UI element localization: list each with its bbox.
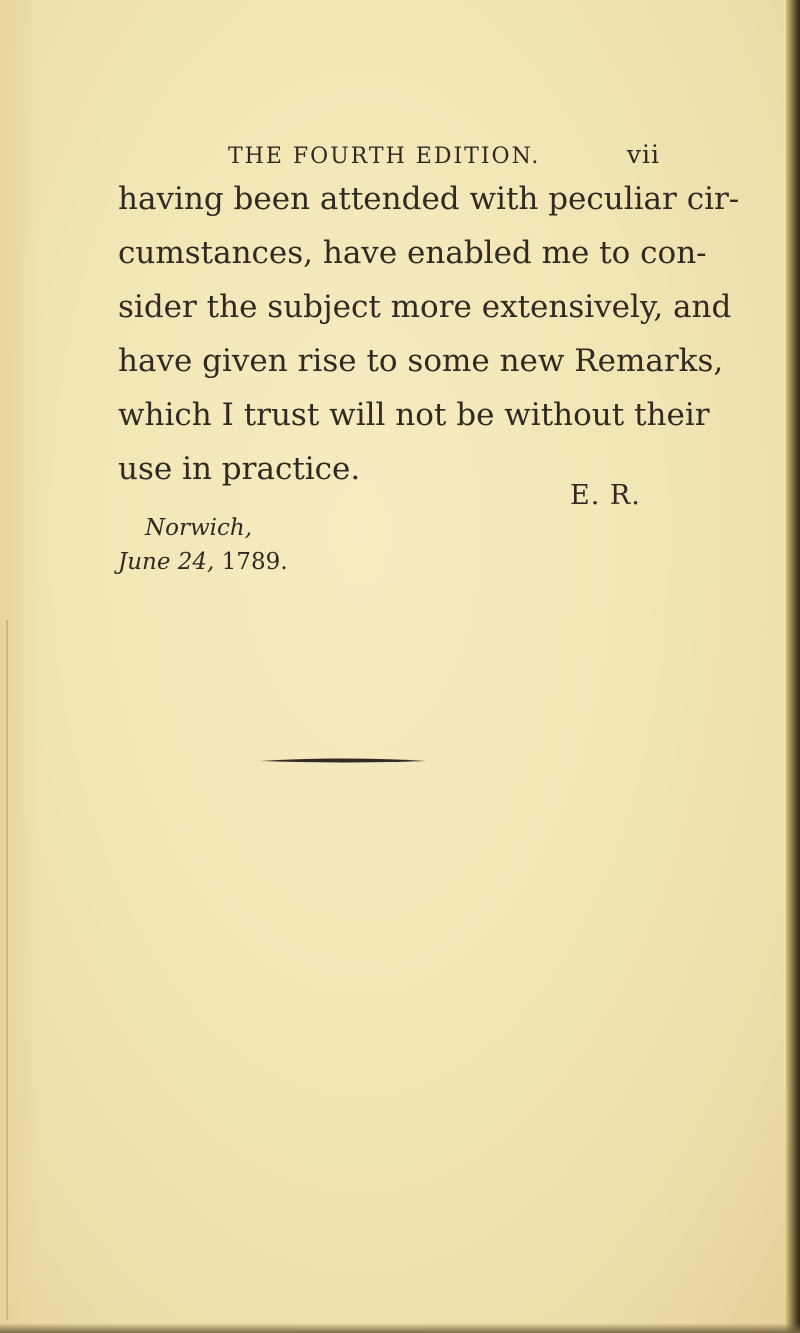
dateline-month-day: June 24, (118, 549, 215, 575)
text-line: have given rise to some new Remarks, (118, 343, 724, 379)
author-initials: E. R. (570, 480, 641, 511)
running-title: THE FOURTH EDITION. (228, 144, 541, 169)
running-head (228, 140, 660, 169)
text-line: having been attended with peculiar cir- (118, 181, 740, 217)
text-line: which I trust will not be without their (118, 397, 710, 433)
body-paragraph (118, 172, 740, 496)
dateline-place: Norwich, (145, 515, 253, 541)
dateline-date (118, 549, 288, 575)
text-line: cumstances, have enabled me to con- (118, 235, 707, 271)
page-number: vii (626, 140, 660, 169)
page-bottom-edge (0, 1323, 800, 1333)
text-line: sider the subject more extensively, and (118, 289, 732, 325)
dateline-year: 1789. (221, 549, 288, 575)
text-line: use in practice. (118, 451, 361, 487)
page-edge-line (6, 620, 8, 1320)
ornamental-rule (258, 755, 428, 767)
page-right-edge (786, 0, 800, 1333)
